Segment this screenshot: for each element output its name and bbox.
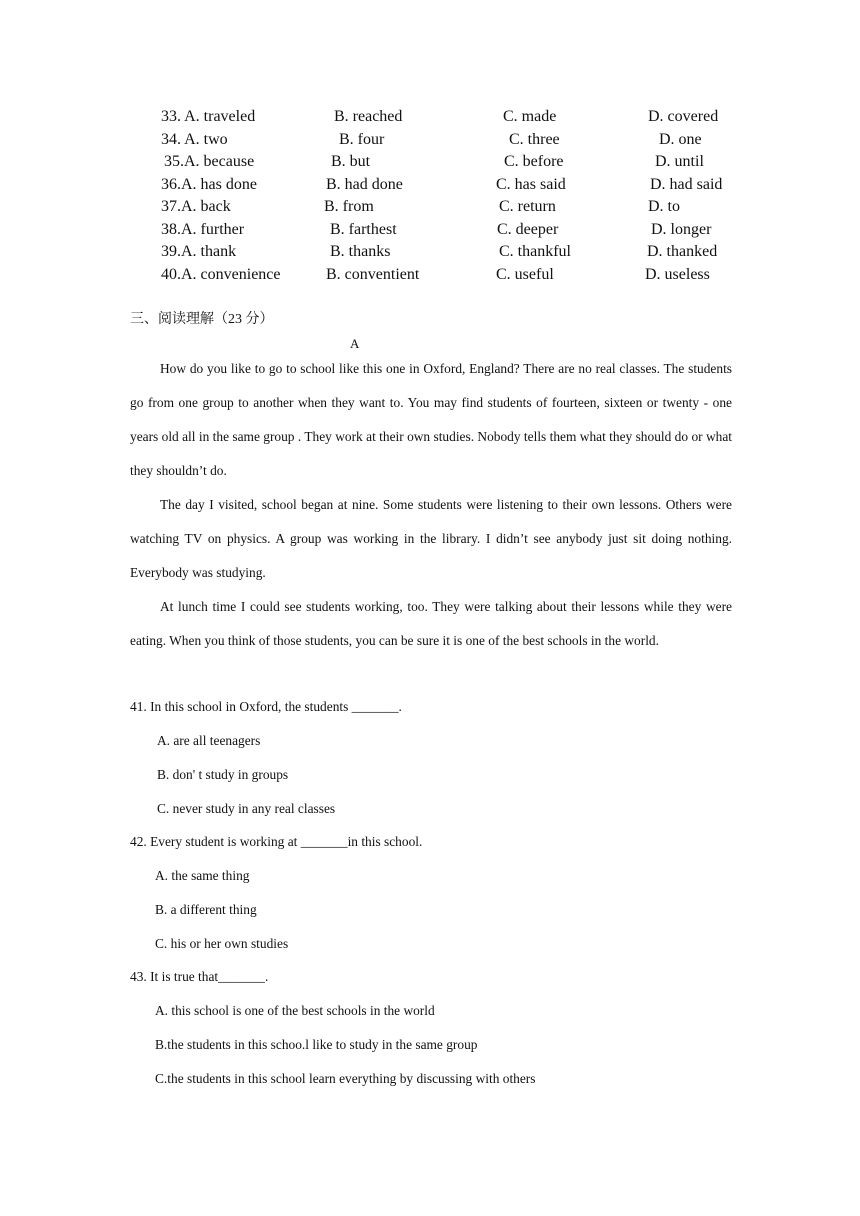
option-b: B. but	[331, 153, 371, 170]
option-b: B. from	[324, 198, 374, 215]
question-33-options	[0, 106, 860, 128]
question-43-option-a: A. this school is one of the best schools in the world	[155, 1003, 435, 1018]
question-34-options	[0, 129, 860, 151]
option-a: 34. A. two	[161, 131, 228, 148]
option-a: 37.A. back	[161, 198, 231, 215]
option-d: D. covered	[648, 108, 719, 125]
question-36-options	[0, 174, 860, 196]
option-c: C. has said	[496, 176, 566, 193]
passage-paragraph: The day I visited, school began at nine. Some students were listening to their own lessons. Others were watching TV on physics. A group was working in the library. I didn’t see anybody just sit doing nothing. Everybody was studying.	[130, 497, 732, 580]
option-c: C. deeper	[497, 221, 559, 238]
option-d: D. useless	[645, 266, 710, 283]
question-41-option-c: C. never study in any real classes	[157, 801, 336, 816]
option-c: C. thankful	[499, 243, 571, 260]
option-c: C. useful	[496, 266, 554, 283]
question-43-option-b: B.the students in this schoo.l like to study in the same group	[155, 1037, 478, 1052]
option-d: D. to	[648, 198, 680, 215]
option-a: 39.A. thank	[161, 243, 237, 260]
question-40-options	[0, 264, 860, 286]
option-c: C. three	[509, 131, 560, 148]
question-38-options	[0, 219, 860, 241]
question-42-option-c: C. his or her own studies	[155, 936, 289, 951]
question-43-option-c: C.the students in this school learn everything by discussing with others	[155, 1071, 536, 1086]
option-d: D. one	[659, 131, 702, 148]
option-b: B. conventient	[326, 266, 420, 283]
option-c: C. return	[499, 198, 556, 215]
option-b: B. had done	[326, 176, 403, 193]
question-41-option-a: A. are all teenagers	[157, 733, 261, 748]
question-42-option-b: B. a different thing	[155, 902, 257, 917]
option-a: 36.A. has done	[161, 176, 257, 193]
question-42: 42. Every student is working at _______in this school.	[130, 834, 423, 849]
section-heading: 三、阅读理解（23 分）	[130, 312, 274, 327]
question-42-option-a: A. the same thing	[155, 868, 250, 883]
question-43: 43. It is true that_______.	[130, 969, 269, 984]
option-a: 40.A. convenience	[161, 266, 281, 283]
option-d: D. thanked	[647, 243, 718, 260]
option-a: 33. A. traveled	[161, 108, 256, 125]
option-b: B. four	[339, 131, 385, 148]
passage-paragraph: How do you like to go to school like this one in Oxford, England? There are no real classes. The students go from one group to another when they want to. You may find students of fourteen, sixteen or twenty - one years old all in the same group . They work at their own studies. Nobody tells them what they should do or what they shouldn’t do.	[130, 361, 732, 478]
question-41: 41. In this school in Oxford, the students _______.	[130, 699, 402, 714]
passage-title: A	[350, 336, 360, 351]
question-37-options	[0, 196, 860, 218]
option-a: 35.A. because	[164, 153, 255, 170]
option-c: C. made	[503, 108, 557, 125]
option-d: D. had said	[650, 176, 723, 193]
option-d: D. until	[655, 153, 704, 170]
option-a: 38.A. further	[161, 221, 245, 238]
option-b: B. thanks	[330, 243, 391, 260]
question-39-options	[0, 241, 860, 263]
passage-paragraph: At lunch time I could see students working, too. They were talking about their lessons while they were eating. When you think of those students, you can be sure it is one of the best schools in the world.	[130, 599, 732, 648]
option-d: D. longer	[651, 221, 712, 238]
question-41-option-b: B. don' t study in groups	[157, 767, 289, 782]
option-c: C. before	[504, 153, 564, 170]
option-b: B. farthest	[330, 221, 397, 238]
option-b: B. reached	[334, 108, 403, 125]
question-35-options	[0, 151, 860, 173]
reading-passage	[130, 352, 732, 658]
